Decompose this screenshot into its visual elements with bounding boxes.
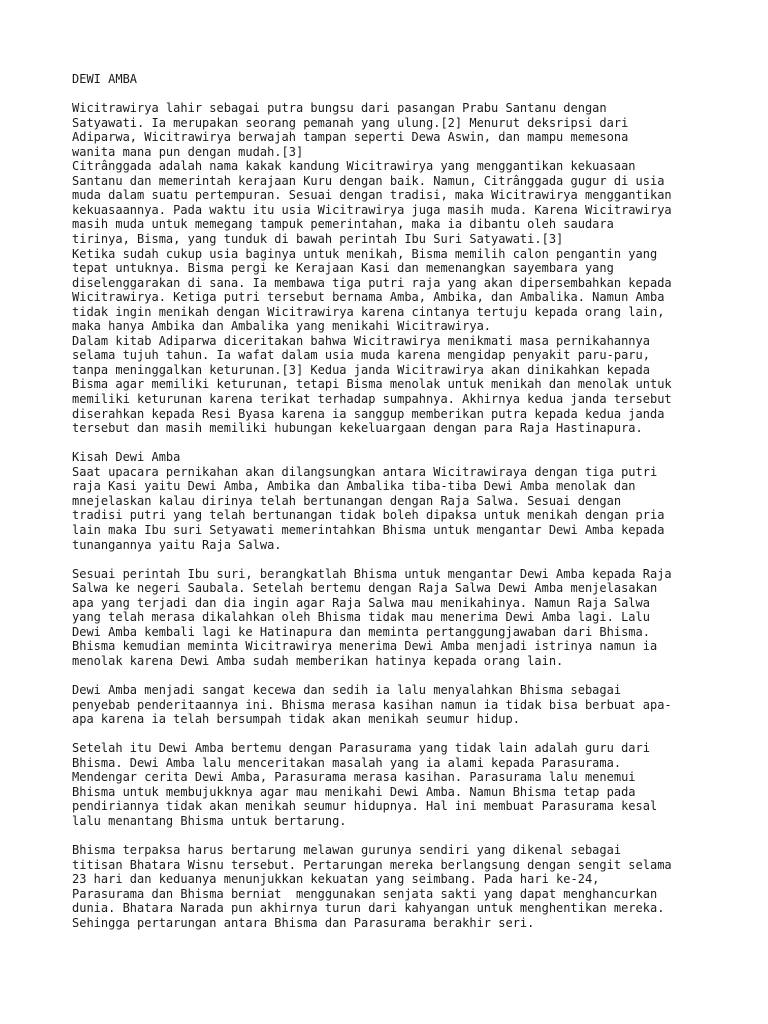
story-paragraph-4: Setelah itu Dewi Amba bertemu dengan Parasurama yang tidak lain adalah guru dari Bhisma. Dewi Amba lalu menceritakan masalah yang ia alami kepada Parasurama. Mendengar cerita Dewi Amba, Parasurama merasa kasihan. Parasurama lalu menemui Bhisma untuk membujukknya agar mau menikahi Dewi Amba. Namun Bhisma tetap pada pendiriannya tidak akan menikah seumur hidupnya. Hal ini membuat Parasurama kesal lalu menantang Bhisma untuk bertarung. <box>72 741 658 828</box>
spacer <box>72 436 712 451</box>
intro-paragraph-4: Dalam kitab Adiparwa diceritakan bahwa Wicitrawirya menikmati masa pernikahannya selama tujuh tahun. Ia wafat dalam usia muda karena mengidap penyakit paru-paru, tanpa meninggalkan keturunan.[3] Kedua janda Wicitrawirya akan dinikahkan kepada Bisma agar memiliki keturunan, tetapi Bisma menolak untuk menikah dan menolak untuk memiliki keturunan karena terikat terhadap sumpahnya. Akhirnya kedua janda tersebut diserahkan kepada Resi Byasa karena ia sanggup memberikan putra kepada kedua janda tersebut dan masih memiliki hubungan kekeluargaan dengan para Raja Hastinapura. <box>72 333 672 436</box>
intro-paragraph-1: Wicitrawirya lahir sebagai putra bungsu dari pasangan Prabu Santanu dengan Satyawati. Ia merupakan seorang pemanah yang ulung.[2] Menurut deksripsi dari Adiparwa, Wicitrawirya berwajah tampan seperti Dewa Aswin, dan mampu memesona wanita mana pun dengan mudah.[3] <box>72 101 629 159</box>
story-paragraph-1: Saat upacara pernikahan akan dilangsungkan antara Wicitrawiraya dengan tiga putri raja Kasi yaitu Dewi Amba, Ambika dan Ambalika tiba-tiba Dewi Amba menolak dan mnejelaskan kalau dirinya telah bertunangan dengan Raja Salwa. Sesuai dengan tradisi putri yang telah bertunangan tidak boleh dipaksa untuk menikah dengan pria lain maka Ibu suri Setyawati memerintahkan Bhisma untuk mengantar Dewi Amba kepada tunangannya yaitu Raja Salwa. <box>72 464 665 552</box>
document-page <box>72 72 712 930</box>
document-title: DEWI AMBA <box>72 72 138 86</box>
spacer <box>72 87 712 102</box>
story-paragraph-3: Dewi Amba menjadi sangat kecewa dan sedih ia lalu menyalahkan Bhisma sebagai penyebab penderitaannya ini. Bhisma merasa kasihan namun ia tidak bisa berbuat apa- apa karena ia telah bersumpah tidak akan menikah seumur hidup. <box>72 682 672 727</box>
section-heading: Kisah Dewi Amba <box>72 450 181 465</box>
spacer <box>72 727 712 742</box>
intro-paragraph-2: Citrânggada adalah nama kakak kandung Wicitrawirya yang menggantikan kekuasaan Santanu dan memerintah kerajaan Kuru dengan baik. Namun, Citrânggada gugur di usia muda dalam suatu pertempuran. Sesuai dengan tradisi, maka Wicitrawirya menggantikan kekuasaannya. Pada waktu itu usia Wicitrawirya juga masih muda. Karena Wicitrawirya masih muda untuk memegang tampuk pemerintahan, maka ia dibantu oleh saudara tirinya, Bisma, yang tunduk di bawah perintah Ibu Suri Satyawati.[3] <box>72 159 672 247</box>
spacer <box>72 668 712 683</box>
intro-paragraph-3: Ketika sudah cukup usia baginya untuk menikah, Bisma memilih calon pengantin yang tepat untuknya. Bisma pergi ke Kerajaan Kasi dan memenangkan sayembara yang diselenggarakan di sana. Ia membawa tiga putri raja yang akan dipersembahkan kepada Wicitrawirya. Ketiga putri tersebut bernama Amba, Ambika, dan Ambalika. Namun Amba tidak ingin menikah dengan Wicitrawirya karena cintanya tertuju kepada orang lain, maka hanya Ambika dan Ambalika yang menikahi Wicitrawirya. <box>72 246 672 334</box>
story-paragraph-2: Sesuai perintah Ibu suri, berangkatlah Bhisma untuk mengantar Dewi Amba kepada Raja Salwa ke negeri Saubala. Setelah bertemu dengan Raja Salwa Dewi Amba menjelasakan apa yang terjadi dan dia ingin agar Raja Salwa mau menikahinya. Namun Raja Salwa yang telah merasa dikalahkan oleh Bhisma tidak mau menerima Dewi Amba lagi. Lalu Dewi Amba kembali lagi ke Hatinapura dan meminta pertanggungjawaban dari Bhisma. Bhisma kemudian meminta Wicitrawirya menerima Dewi Amba menjadi istrinya namun ia menolak karena Dewi Amba sudah memberikan hatinya kepada orang lain. <box>72 566 672 668</box>
spacer <box>72 828 712 843</box>
spacer <box>72 552 712 567</box>
story-paragraph-5: Bhisma terpaksa harus bertarung melawan gurunya sendiri yang dikenal sebagai titisan Bhatara Wisnu tersebut. Pertarungan mereka berlangsung dengan sengit selama 23 hari dan keduanya menunjukkan kekuatan yang seimbang. Pada hari ke-24, Parasurama dan Bhisma berniat menggunakan senjata sakti yang dapat menghancurkan dunia. Bhatara Narada pun akhirnya turun dari kahyangan untuk menghentikan mereka. Sehingga pertarungan antara Bhisma dan Parasurama berakhir seri. <box>72 842 672 930</box>
